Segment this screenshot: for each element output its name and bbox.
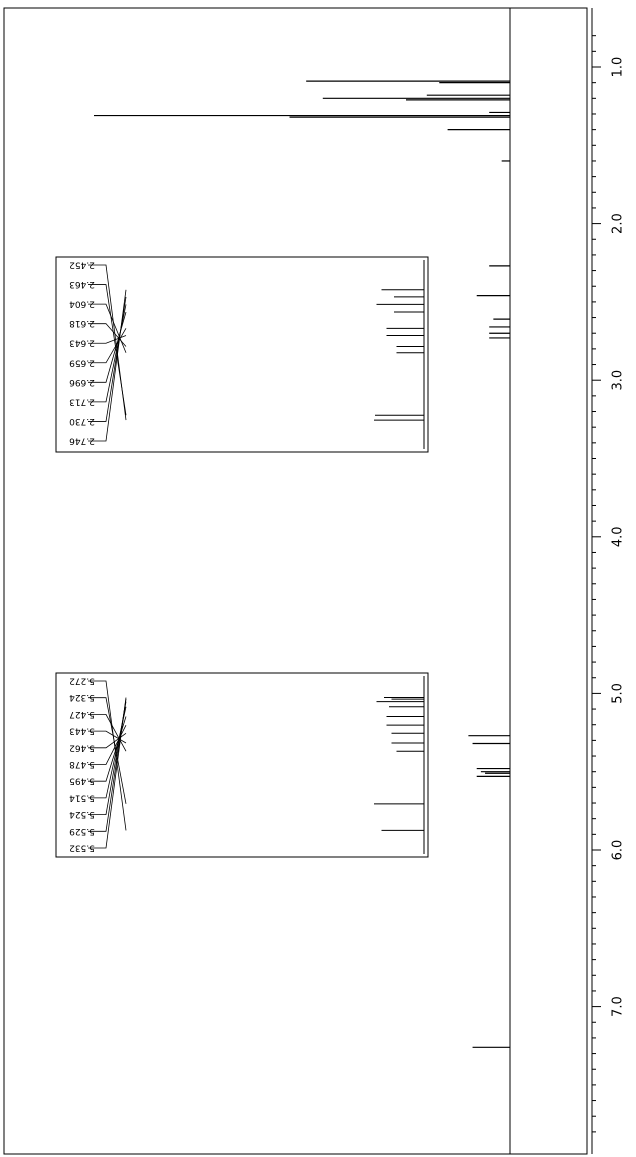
plot-frame: [4, 8, 587, 1154]
peak-label: 2.730: [69, 415, 95, 426]
axis-tick-label: 4.0: [610, 526, 626, 548]
peak-label: 5.529: [69, 825, 95, 836]
peak-label: 2.643: [69, 337, 95, 348]
peak-label: 5.324: [69, 692, 95, 703]
peak-label: 2.604: [69, 298, 95, 309]
axis-tick-label: 7.0: [610, 996, 626, 1017]
axis-tick-label: 3.0: [610, 369, 626, 391]
peak-label: 2.618: [69, 318, 95, 329]
peak-label: 5.524: [69, 809, 95, 820]
axis-tick-label: 5.0: [610, 683, 626, 704]
peak-label: 5.478: [69, 759, 95, 769]
peak-label: 5.532: [69, 842, 95, 853]
inset-expansion-5ppm: [56, 673, 428, 857]
peak-label: 5.272: [69, 675, 95, 686]
peak-label: 2.659: [69, 357, 95, 368]
peak-label: 5.462: [69, 742, 95, 753]
inset-expansion-2ppm: [56, 257, 428, 452]
axis-tick-label: 1.0: [610, 56, 626, 78]
axis-tick-label: 2.0: [610, 213, 626, 234]
peak-label: 2.696: [69, 376, 95, 387]
peak-label: 2.713: [69, 396, 95, 407]
spectrum-trace: [94, 81, 510, 1047]
peak-label: 2.746: [69, 435, 95, 446]
axis-tick-label: 6.0: [610, 839, 626, 861]
peak-label: 2.452: [69, 259, 95, 270]
ppm-axis: [592, 8, 626, 1154]
inset-frame: [56, 673, 428, 857]
peak-label: 5.427: [69, 708, 95, 719]
peak-label: 2.463: [69, 279, 95, 290]
peak-label: 5.443: [69, 725, 95, 736]
peak-label: 5.514: [69, 792, 95, 803]
peak-label: 5.495: [69, 775, 95, 786]
inset-frame: [56, 257, 428, 452]
